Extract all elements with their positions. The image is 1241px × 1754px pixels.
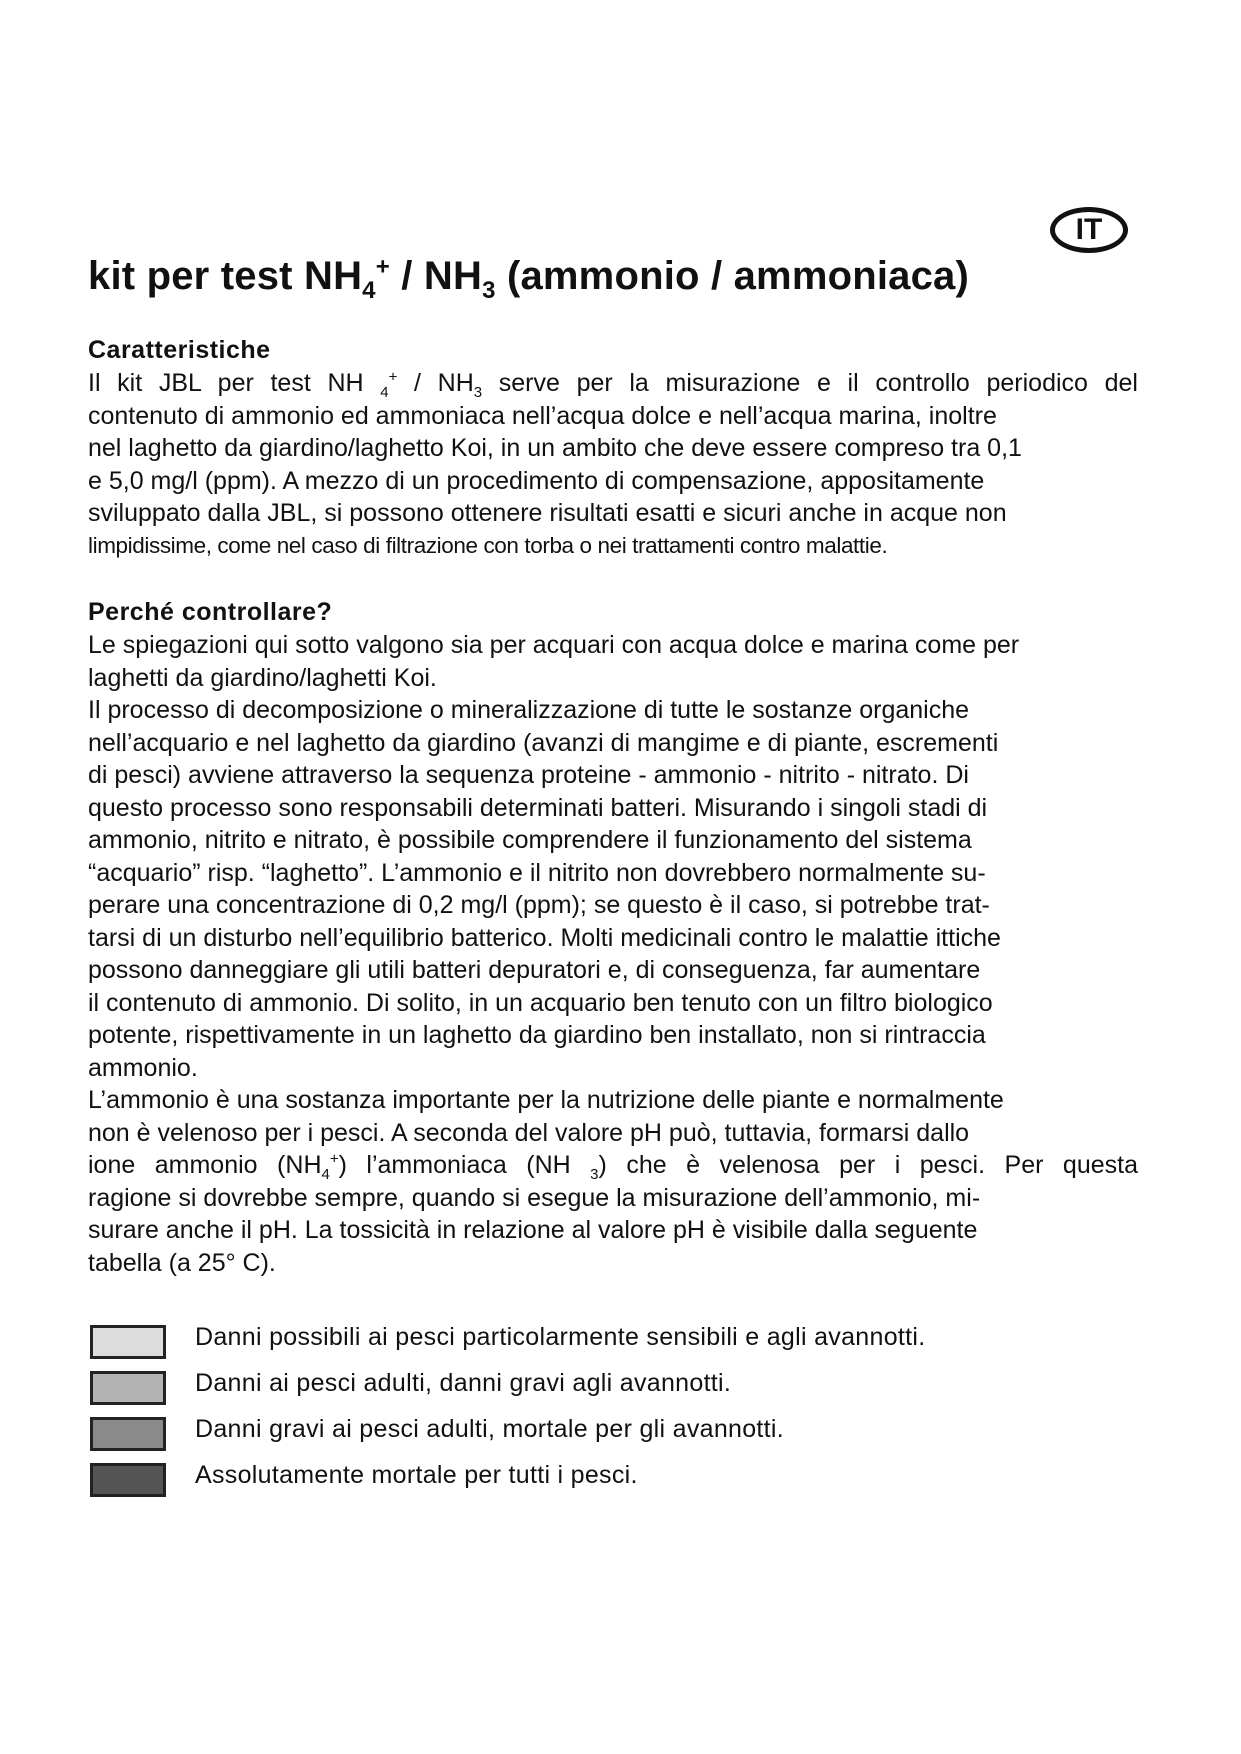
text-line: potente, rispettivamente in un laghetto da giardino ben installato, non si rintraccia [88, 1021, 986, 1049]
text-line: questo processo sono responsabili determinati batteri. Misurando i singoli stadi di [88, 793, 988, 822]
features-section [88, 336, 1138, 562]
text-line: laghetti da giardino/laghetti Koi. [88, 663, 437, 692]
text-line: Le spiegazioni qui sotto valgono sia per acquari con acqua dolce e marina come per [88, 631, 1020, 659]
legend-swatch-darkest [90, 1463, 166, 1497]
legend-label: Assolutamente mortale per tutti i pesci. [195, 1461, 638, 1489]
text-line: non è velenoso per i pesci. A seconda del valore pH può, tuttavia, formarsi dallo [88, 1118, 970, 1147]
text-line: Il processo di decomposizione o mineralizzazione di tutte le sostanze organiche [88, 696, 970, 724]
text-line: e 5,0 mg/l (ppm). A mezzo di un procedimento di compensazione, appositamente [88, 466, 985, 495]
text-line: limpidissime, come nel caso di filtrazione con torba o nei trattamenti contro malattie. [88, 532, 888, 558]
legend-label: Danni possibili ai pesci particolarmente sensibili e agli avannotti. [195, 1323, 926, 1351]
why-heading: Perché controllare? [88, 598, 333, 626]
text-line: di pesci) avviene attraverso la sequenza proteine - ammonio - nitrito - nitrato. Di [88, 761, 969, 789]
text-line: ragione si dovrebbe sempre, quando si esegue la misurazione dell’ammonio, mi- [88, 1183, 981, 1212]
text-line: nel laghetto da giardino/laghetto Koi, in un ambito che deve essere compreso tra 0,1 [88, 434, 1022, 462]
text-line: tarsi di un disturbo nell’equilibrio batterico. Molti medicinali contro le malattie ittiche [88, 923, 1001, 952]
text-line: contenuto di ammonio ed ammoniaca nell’acqua dolce e nell’acqua marina, inoltre [88, 401, 997, 430]
text-line: ammonio, nitrito e nitrato, è possibile comprendere il funzionamento del sistema [88, 826, 972, 854]
language-badge: IT [1050, 207, 1128, 253]
text-line: surare anche il pH. La tossicità in relazione al valore pH è visibile dalla seguente [88, 1216, 978, 1244]
text-line: perare una concentrazione di 0,2 mg/l (ppm); se questo è il caso, si potrebbe trat- [88, 891, 990, 919]
text-line: ammonio. [88, 1053, 198, 1082]
page-title: kit per test $NH_4^+ / NH_3$ (ammonio / ammoniaca) [88, 253, 970, 304]
text-line: “acquario” risp. “laghetto”. L’ammonio e il nitrito non dovrebbero normalmente su- [88, 858, 986, 887]
why-section [88, 598, 1138, 1279]
text-line: L’ammonio è una sostanza importante per la nutrizione delle piante e normalmente [88, 1086, 1004, 1114]
legend-label: Danni gravi ai pesci adulti, mortale per gli avannotti. [195, 1415, 785, 1443]
text-line: ione ammonio $(NH_4^+)$ l’ammoniaca (NH $_3$) che è velenosa per i pesci. Per questa [88, 1150, 1138, 1183]
text-line: sviluppato dalla JBL, si possono ottenere risultati esatti e sicuri anche in acque non [88, 499, 1007, 527]
features-paragraph [88, 367, 1138, 562]
text-line: nell’acquario e nel laghetto da giardino (avanzi di mangime e di piante, escrementi [88, 728, 999, 757]
text-line: Il kit JBL per test NH $_4^+ / NH_3$ serve per la misurazione e il controllo periodico del [88, 368, 1138, 401]
legend-swatch-medium [90, 1371, 166, 1405]
text-line: possono danneggiare gli utili batteri depuratori e, di conseguenza, far aumentare [88, 956, 981, 984]
why-paragraph [88, 629, 1138, 1279]
legend-label: Danni ai pesci adulti, danni gravi agli avannotti. [195, 1369, 732, 1397]
text-line: il contenuto di ammonio. Di solito, in un acquario ben tenuto con un filtro biologico [88, 988, 993, 1017]
features-heading: Caratteristiche [88, 336, 271, 364]
legend-swatch-light [90, 1325, 166, 1359]
legend-swatch-dark [90, 1417, 166, 1451]
text-line: tabella (a 25° C). [88, 1248, 276, 1277]
